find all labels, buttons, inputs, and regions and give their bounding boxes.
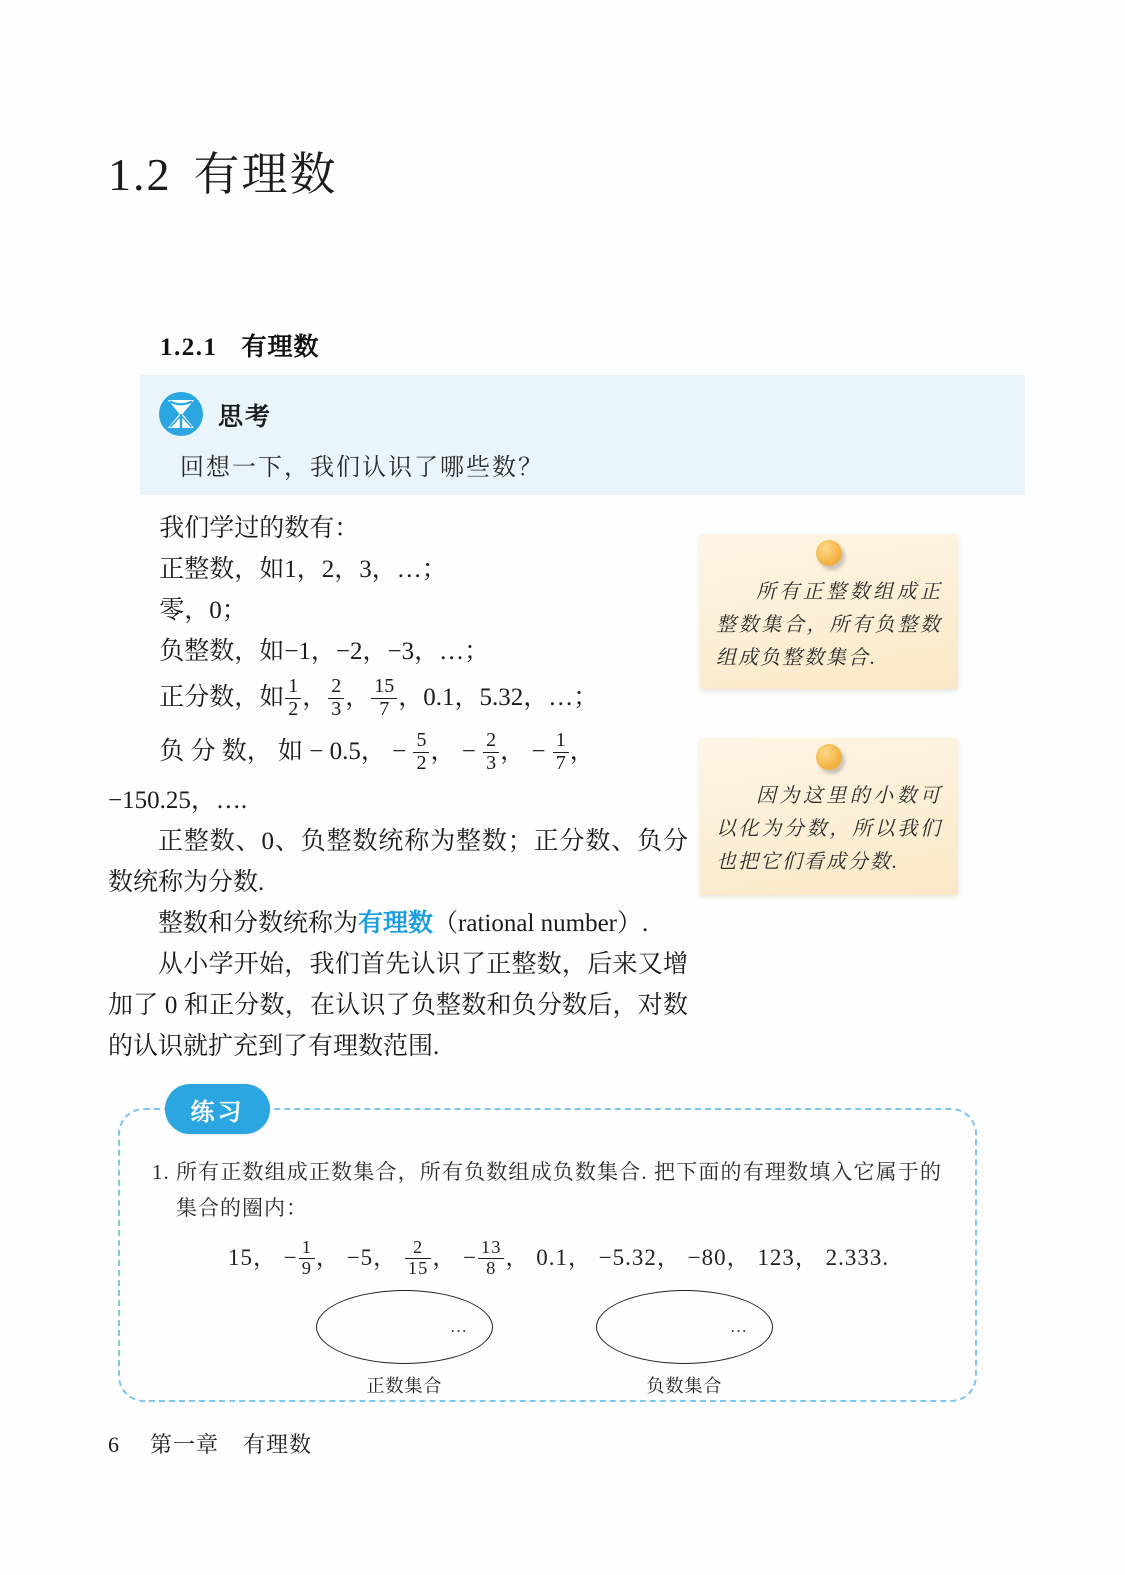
exercise-item-1 xyxy=(152,1154,942,1226)
set-group-positive xyxy=(316,1290,493,1398)
exercise-label: 练习 xyxy=(165,1084,270,1134)
think-question: 回想一下，我们认识了哪些数？ xyxy=(180,455,544,481)
fraction-1-2: $\frac{1}{2}$ xyxy=(285,676,301,720)
rational-english: （rational number）. xyxy=(433,910,649,937)
positive-set-contents: … xyxy=(450,1317,468,1336)
fraction-15-7: $\frac{15}{7}$ xyxy=(371,676,397,720)
think-box xyxy=(140,375,1025,495)
subsection-title-text: 有理数 xyxy=(241,334,320,361)
fraction-13-8: $\frac{13}{8}$ xyxy=(478,1238,504,1279)
sticky-note-decimals-as-fractions xyxy=(700,738,958,895)
body-line-positive-fractions: 正分数，如 $\frac{1}{2}$ ， $\frac{2}{3}$ ， $\frac{15}{7}$ ，0.1，5.32，…； xyxy=(159,675,599,720)
positive-set-ellipse xyxy=(316,1290,493,1364)
body-line-negative-integers xyxy=(108,631,688,672)
negative-fraction-label: 负 分 数， 如 xyxy=(159,738,304,765)
line-values: 1，2，3，…； xyxy=(284,556,447,583)
sticky-note-text: 所有正整数组成正整数集合，所有负整数组成负整数集合. xyxy=(716,581,942,669)
section-title-text: 有理数 xyxy=(193,149,338,200)
subsection-heading xyxy=(160,327,320,363)
exercise-number-list: 15， − $\frac{1}{9}$ ， −5， $\frac{2}{15}$ ， − $\frac{13}{8}$ ， 0.1， −5.32， −80， 123， 2.333. xyxy=(228,1237,890,1278)
fraction-1-7: $\frac{1}{7}$ xyxy=(553,730,569,774)
pin-icon xyxy=(816,744,842,770)
rational-keyword: 有理数 xyxy=(358,910,434,937)
fraction-2-3b: $\frac{2}{3}$ xyxy=(483,730,499,774)
positive-fraction-label: 正分数，如 xyxy=(159,684,285,711)
body-line-negative-fractions: 负 分 数， 如 − 0.5， − $\frac{5}{2}$ ， − $\frac{2}{3}$ ， − $\frac{1}{7}$ ， xyxy=(159,729,595,774)
line-label: 零， xyxy=(159,597,210,624)
footer-chapter: 第一章 xyxy=(150,1432,220,1457)
exercise-box xyxy=(118,1098,977,1402)
negative-set-label: 负数集合 xyxy=(646,1376,723,1396)
subsection-number: 1.2.1 xyxy=(160,334,218,361)
fraction-5-2: $\frac{5}{2}$ xyxy=(413,730,429,774)
line-label: 正整数，如 xyxy=(159,556,285,583)
section-number: 1.2 xyxy=(108,149,172,200)
exercise-item-number: 1. xyxy=(152,1160,170,1184)
sticky-note-text: 因为这里的小数可以化为分数，所以我们也把它们看成分数. xyxy=(716,785,942,873)
rational-prefix: 整数和分数统称为 xyxy=(158,910,359,937)
body-line-positive-integers xyxy=(108,549,688,590)
body-line-zero xyxy=(108,590,688,631)
fraction-1-9: $\frac{1}{9}$ xyxy=(299,1238,315,1279)
page-number: 6 xyxy=(108,1432,120,1457)
paragraph-rational-definition xyxy=(108,903,688,944)
exercise-item-text: 所有正数组成正数集合，所有负数组成负数集合. 把下面的有理数填入它属于的集合的圈内： xyxy=(176,1160,942,1220)
page-footer xyxy=(108,1428,312,1459)
pin-icon xyxy=(816,540,842,566)
footer-chapter-title: 有理数 xyxy=(243,1432,313,1457)
line-values: −1，−2，−3，…； xyxy=(284,638,490,665)
body-line-continuation: −150.25，…. xyxy=(108,787,248,814)
body-text xyxy=(108,508,688,1067)
fraction-2-3: $\frac{2}{3}$ xyxy=(328,676,344,720)
negative-set-contents: … xyxy=(730,1317,748,1336)
paragraph-integers: 正整数、0、负整数统称为整数；正分数、负分数统称为分数. xyxy=(108,828,688,896)
body-lead: 我们学过的数有： xyxy=(159,515,360,542)
set-group-negative xyxy=(596,1290,773,1398)
think-label: 思考 xyxy=(218,403,273,431)
hourglass-icon xyxy=(158,391,204,437)
sticky-note-integer-sets xyxy=(700,534,958,689)
paragraph-history: 从小学开始，我们首先认识了正整数，后来又增加了 0 和正分数，在认识了负整数和负分数后，对数的认识就扩充到了有理数范围. xyxy=(108,951,688,1060)
negative-set-ellipse xyxy=(596,1290,773,1364)
positive-set-label: 正数集合 xyxy=(366,1376,443,1396)
fraction-2-15: $\frac{2}{15}$ xyxy=(405,1238,431,1279)
line-values: 0； xyxy=(209,597,247,624)
page-title xyxy=(108,138,338,204)
line-label: 负整数，如 xyxy=(159,638,285,665)
